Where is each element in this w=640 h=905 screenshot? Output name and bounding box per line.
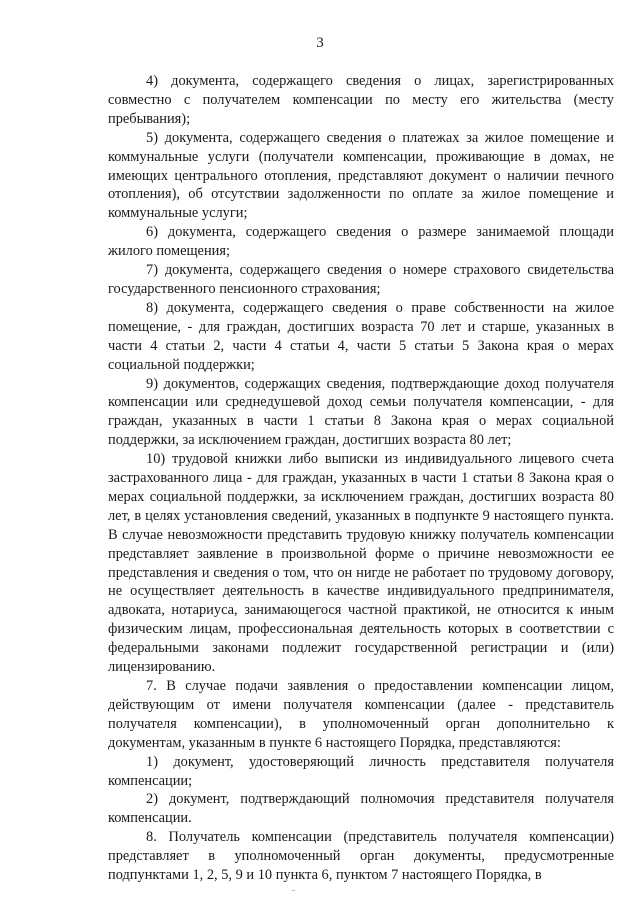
- paragraph-item-7: 7) документа, содержащего сведения о номере страхового свидетельства государственного пенсионного страхования;: [108, 262, 614, 297]
- paragraph-clause-8: 8. Получатель компенсации (представитель получателя компенсации) представляет в уполномоченный орган документы, предусмотренные подпунктами 1, 2, 5, 9 и 10 пункта 6, пунктом 7 настоящего Порядка, в: [108, 829, 614, 884]
- paragraph-clause-7-item-2: 2) документ, подтверждающий полномочия представителя получателя компенсации.: [108, 791, 614, 827]
- paragraph-item-10: 10) трудовой книжки либо выписки из индивидуального лицевого счета застрахованного лица - для граждан, указанных в части 1 статьи 8 Закона края о мерах социальной поддержки, за исключением граждан, достигших возраста 80 лет, в целях установления сведений, указанных в подпункте 9 настоящего пункта. В случае невозможности представить трудовую книжку получатель компенсации представляет заявление в произвольной форме о причине невозможности ее представления и сведения о том, что он нигде не работает по трудовому договору, не осуществляет деятельность в качестве индивидуального предпринимателя, адвоката, нотариуса, занимающегося частной практикой, не относится к иным физическим лицам, профессиональная деятельность которых в соответствии с федеральными законами подлежит государственной регистрации и (или) лицензированию.: [108, 451, 614, 676]
- paragraph-item-5: 5) документа, содержащего сведения о платежах за жилое помещение и коммунальные услуги (получатели компенсации, проживающие в домах, не имеющих центрального отопления, представляют документ о наличии печного отопления), об отсутствии задолженности по оплате за жилое помещение и коммунальные услуги;: [108, 129, 614, 222]
- paragraph-item-8: 8) документа, содержащего сведения о праве собственности на жилое помещение, - для граждан, достигших возраста 70 лет и старше, указанных в части 4 статьи 2, части 4 статьи 4, части 5 статьи 5 Закона края о мерах социальной поддержки;: [108, 299, 614, 373]
- paragraph-item-4: 4) документа, содержащего сведения о лицах, зарегистрированных совместно с получателем компенсации по месту его жительства (месту пребывания);: [108, 73, 614, 127]
- paragraph-item-6: 6) документа, содержащего сведения о размере занимаемой площади жилого помещения;: [108, 224, 614, 260]
- scan-artifact: [292, 890, 295, 891]
- page-number: 3: [316, 35, 324, 51]
- paragraph-item-9: 9) документов, содержащих сведения, подтверждающие доход получателя компенсации или среднедушевой доход семьи получателя компенсации, - для граждан, указанных в части 1 статьи 8 Закона края о мерах социальной поддержки, за исключением граждан, достигших возраста 80 лет;: [108, 375, 614, 449]
- document-body: [108, 72, 614, 885]
- paragraph-clause-7-item-1: 1) документ, удостоверяющий личность представителя получателя компенсации;: [108, 753, 614, 789]
- paragraph-clause-7: 7. В случае подачи заявления о предоставлении компенсации лицом, действующим от имени получателя компенсации (далее - представитель получателя компенсации), в уполномоченный орган дополнительно к документам, указанным в пункте 6 настоящего Порядка, представляются:: [108, 678, 614, 751]
